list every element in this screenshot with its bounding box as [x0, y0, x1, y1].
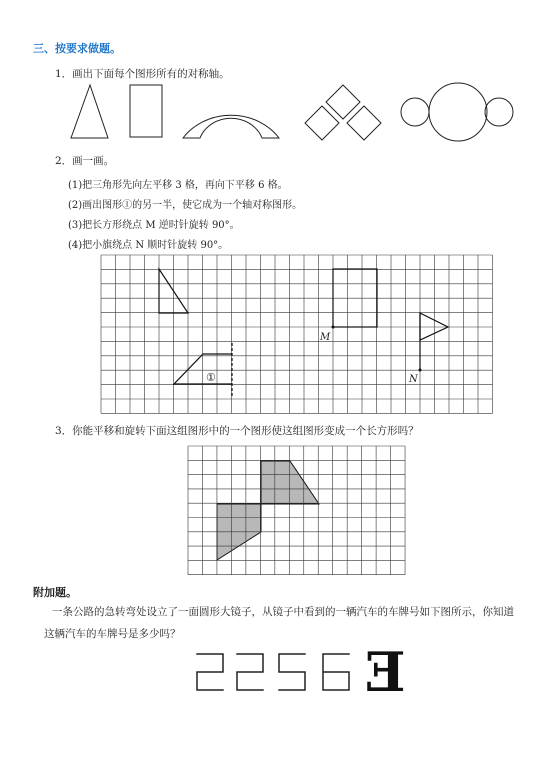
label-m: M — [320, 332, 331, 343]
digit-mirror-2 — [237, 654, 263, 690]
question-1: 1．画出下面每个图形所有的对称轴。 — [55, 68, 230, 80]
label-circle-1: ① — [206, 371, 216, 384]
digit-mirror-1 — [197, 654, 223, 690]
q2-item-2: (2)画出图形①的另一半，使它成为一个轴对称图形。 — [68, 200, 303, 211]
q2-item-3: (3)把长方形绕点 M 逆时针旋转 90°。 — [68, 220, 240, 231]
letter-mirror: E — [364, 640, 406, 704]
q2-item-1: (1)把三角形先向左平移 3 格，再向下平移 6 格。 — [68, 180, 288, 191]
label-n: N — [409, 374, 418, 385]
section-title: 三、按要求做题。 — [33, 42, 121, 55]
question-3: 3．你能平移和旋转下面这组图形中的一个图形使这组图形变成一个长方形吗？ — [55, 425, 419, 437]
bonus-title: 附加题。 — [33, 586, 77, 599]
bonus-text: 一条公路的急转弯处设立了一面圆形大镜子，从镜子中看到的一辆汽车的车牌号如下图所示，你知道这辆汽车的车牌号是多少吗？ — [44, 606, 514, 640]
digit-mirror-4 — [323, 654, 349, 690]
digit-mirror-3 — [279, 654, 305, 690]
question-2: 2．画一画。 — [55, 155, 115, 167]
q2-item-4: (4)把小旗绕点 N 顺时针旋转 90°。 — [68, 240, 229, 251]
